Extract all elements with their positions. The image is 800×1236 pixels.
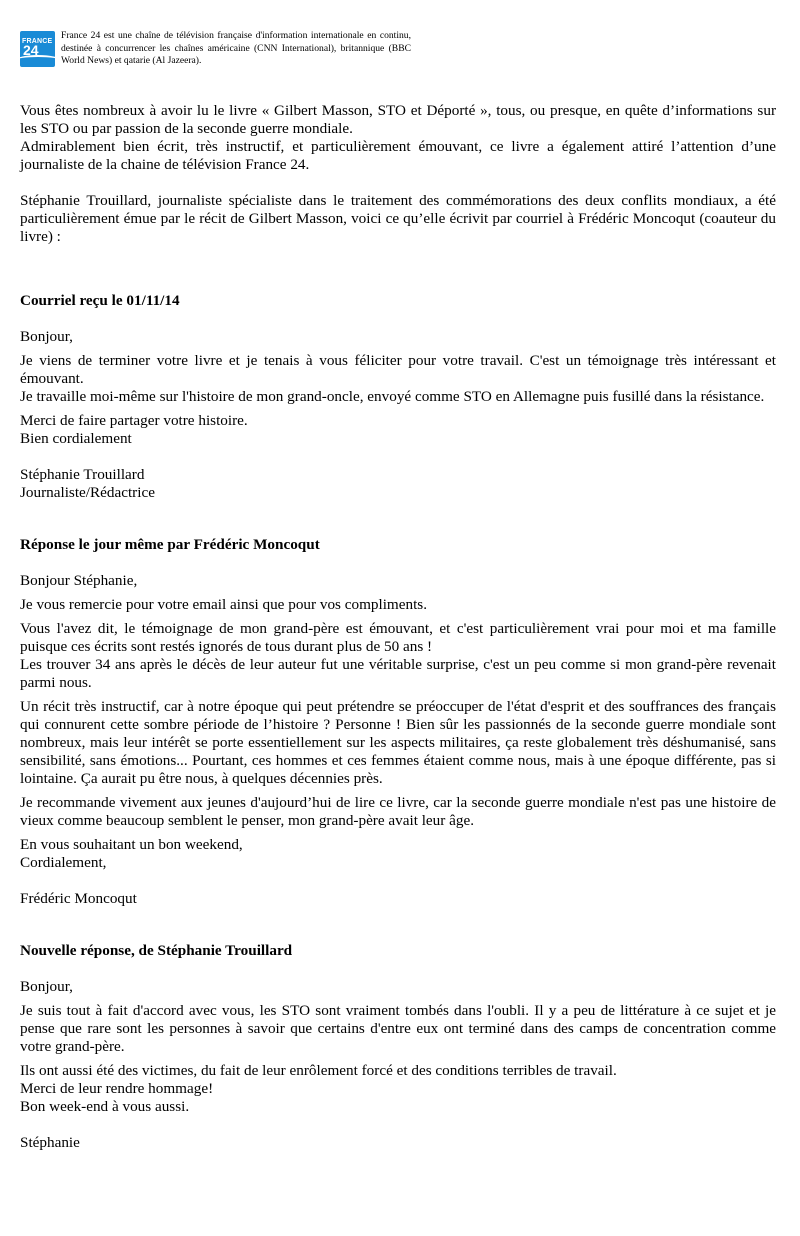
mail3-paragraph-4: Bon week-end à vous aussi. [20,1098,190,1115]
mail1-paragraph-4: Bien cordialement [20,430,132,447]
mail2-heading: Réponse le jour même par Frédéric Moncoqut [20,536,320,553]
header-description: France 24 est une chaîne de télévision française d'information internationale en continu, destinée à concurrencer les chaînes américaine (CNN International), britannique (BBC World News) et qatarie (Al Jazeera). [61,30,411,66]
mail2-paragraph-4: Un récit très instructif, car à notre époque qui peut prétendre se préoccuper de l'état d'esprit et des souffrances des français qui connurent cette sombre période de l’histoire ? Personne ! Bien sûr les passionnés de la seconde guerre mondiale sont nombreux, mais leur intérêt se porte essentiellement sur les aspects militaires, ça reste globalement très déshumanisé, sans sensibilité, sans émotions... Pourtant, ces hommes et ces femmes étaient comme nous, mais à une époque différente, pas si lointaine. Ça aurait pu être nous, à quelques décennies près. [20,698,776,787]
mail2-paragraph-2: Vous l'avez dit, le témoignage de mon grand-père est émouvant, et c'est particulièrement vrai pour moi et ma famille puisque ces écrits sont restés ignorés de tous durant plus de 50 ans ! [20,620,776,655]
mail3-heading: Nouvelle réponse, de Stéphanie Trouillard [20,942,293,959]
mail2-greeting: Bonjour Stéphanie, [20,572,138,589]
mail3-greeting: Bonjour, [20,978,73,995]
mail2-paragraph-5: Je recommande vivement aux jeunes d'aujourd’hui de lire ce livre, car la seconde guerre mondiale n'est pas une histoire de vieux comme beaucoup semblent le penser, mon grand-père avait leur âge. [20,794,776,829]
mail2-signature: Frédéric Moncoqut [20,890,137,907]
intro-paragraph-3: Stéphanie Trouillard, journaliste spécialiste dans le traitement des commémorations des deux conflits mondiaux, a été particulièrement émue par le récit de Gilbert Masson, voici ce qu’elle écrivit par courriel à Frédéric Moncoqut (coauteur du livre) : [20,192,776,245]
mail3-paragraph-2: Ils ont aussi été des victimes, du fait de leur enrôlement forcé et des conditions terribles de travail. [20,1062,617,1079]
article-body [20,102,776,1152]
mail1-heading: Courriel reçu le 01/11/14 [20,292,180,309]
intro-paragraph-2: Admirablement bien écrit, très instructif, et particulièrement émouvant, ce livre a également attiré l’attention d’une journaliste de la chaine de télévision France 24. [20,138,776,173]
mail3-signature: Stéphanie [20,1134,80,1151]
mail1-signature-title: Journaliste/Rédactrice [20,484,155,501]
mail1-signature-name: Stéphanie Trouillard [20,466,145,483]
mail1-paragraph-1: Je viens de terminer votre livre et je tenais à vous féliciter pour votre travail. C'est un témoignage très intéressant et émouvant. [20,352,776,387]
france24-logo: FRANCE 24 [20,31,55,67]
mail1-greeting: Bonjour, [20,328,73,345]
mail2-paragraph-3: Les trouver 34 ans après le décès de leur auteur fut une véritable surprise, c'est un peu comme si mon grand-père revenait parmi nous. [20,656,776,691]
mail2-closing-1: En vous souhaitant un bon weekend, [20,836,243,853]
mail2-paragraph-1: Je vous remercie pour votre email ainsi que pour vos compliments. [20,596,428,613]
intro-paragraph-1: Vous êtes nombreux à avoir lu le livre « Gilbert Masson, STO et Déporté », tous, ou presque, en quête d’informations sur les STO ou par passion de la seconde guerre mondiale. [20,102,776,137]
mail1-paragraph-2: Je travaille moi-même sur l'histoire de mon grand-oncle, envoyé comme STO en Allemagne puis fusillé dans la résistance. [20,388,765,405]
mail2-closing-2: Cordialement, [20,854,107,871]
mail1-paragraph-3: Merci de faire partager votre histoire. [20,412,248,429]
mail3-paragraph-3: Merci de leur rendre hommage! [20,1080,214,1097]
mail3-paragraph-1: Je suis tout à fait d'accord avec vous, les STO sont vraiment tombés dans l'oubli. Il y a peu de littérature à ce sujet et je pense que rare sont les personnes à savoir que certains d'entre eux ont terminé dans des camps de concentration comme votre grand-père. [20,1002,776,1055]
logo-wave-icon [20,55,55,65]
